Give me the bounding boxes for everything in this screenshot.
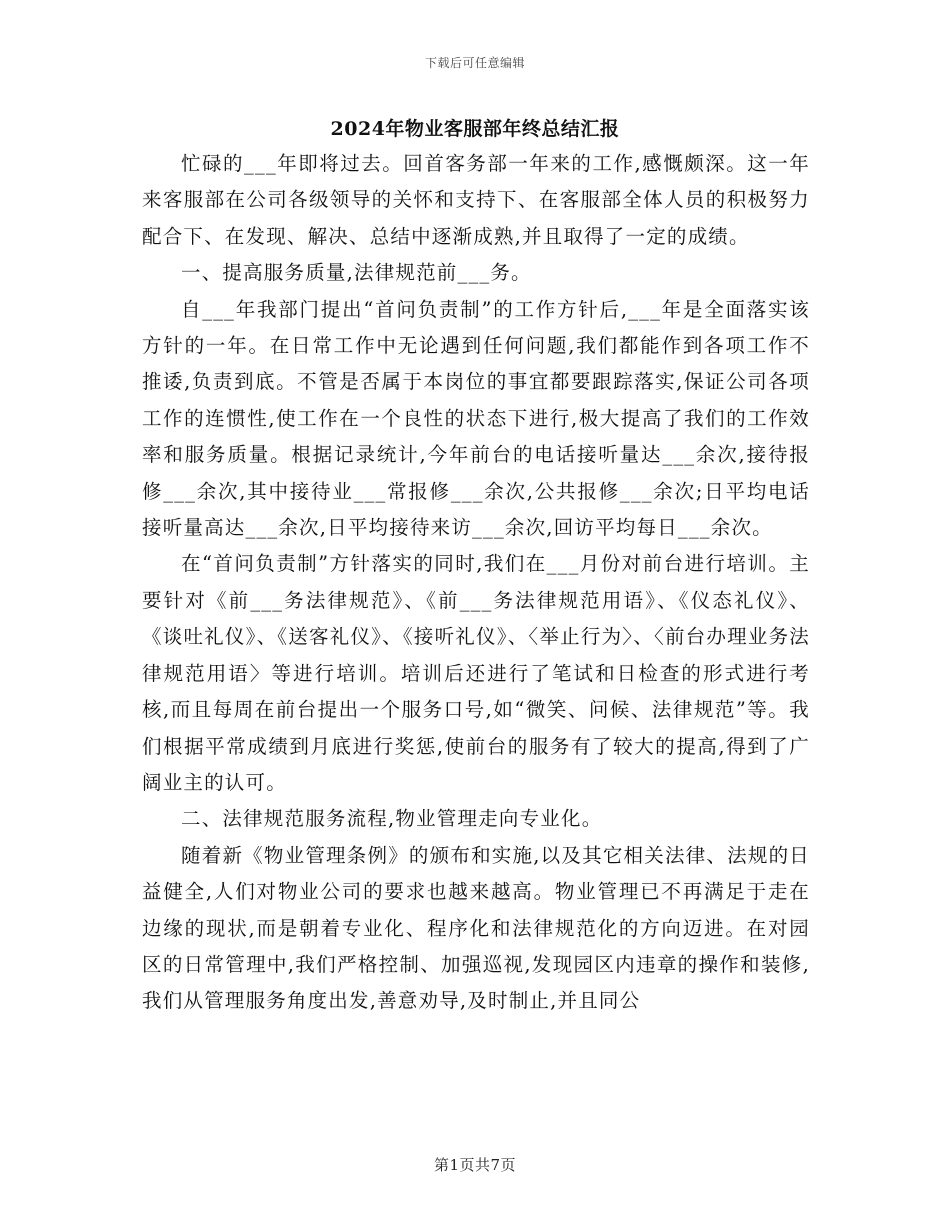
paragraph-training: 在“首问负责制”方针落实的同时,我们在___月份对前台进行培训。主要针对《前___务法律规范》、《前___务法律规范用语》、《仪态礼仪》、《谈吐礼仪》、《送客礼仪》、《接听礼仪》、〈举止行为〉、〈前台办理业务法律规范用语〉等进行培训。培训后还进行了笔试和日检查的形式进行考核,而且每周在前台提出一个服务口号,如“微笑、问候、法律规范”等。我们根据平常成绩到月底进行奖惩,使前台的服务有了较大的提高,得到了广阔业主的认可。 <box>142 552 810 794</box>
document-body <box>142 146 810 1020</box>
paragraph-intro: 忙碌的___年即将过去。回首客务部一年来的工作,感慨颇深。这一年来客服部在公司各级领导的关怀和支持下、在客服部全体人员的积极努力配合下、在发现、解决、总结中逐渐成熟,并且取得了一定的成绩。 <box>142 152 810 248</box>
paragraph-regulations: 随着新《物业管理条例》的颁布和实施,以及其它相关法律、法规的日益健全,人们对物业公司的要求也越来越高。物业管理已不再满足于走在边缘的现状,而是朝着专业化、程序化和法律规范化的方向迈进。在对园区的日常管理中,我们严格控制、加强巡视,发现园区内违章的操作和装修,我们从管理服务角度出发,善意劝导,及时制止,并且同公 <box>142 843 810 1013</box>
section-heading-1: 一、提高服务质量,法律规范前___务。 <box>181 261 532 285</box>
page-number: 第1页共7页 <box>433 1156 517 1174</box>
section-heading-2: 二、法律规范服务流程,物业管理走向专业化。 <box>181 807 603 831</box>
document-title: 2024年物业客服部年终总结汇报 <box>330 118 620 140</box>
page-header-note: 下载后可任意编辑 <box>424 56 525 70</box>
paragraph-first-responsibility: 自___年我部门提出“首问负责制”的工作方针后,___年是全面落实该方针的一年。在日常工作中无论遇到任何问题,我们都能作到各项工作不推诿,负责到底。不管是否属于本岗位的事宜都要跟踪落实,保证公司各项工作的连惯性,使工作在一个良性的状态下进行,极大提高了我们的工作效率和服务质量。根据记录统计,今年前台的电话接听量达___余次,接待报修___余次,其中接待业___常报修___余次,公共报修___余次;日平均电话接听量高达___余次,日平均接待来访___余次,回访平均每日___余次。 <box>142 297 810 540</box>
